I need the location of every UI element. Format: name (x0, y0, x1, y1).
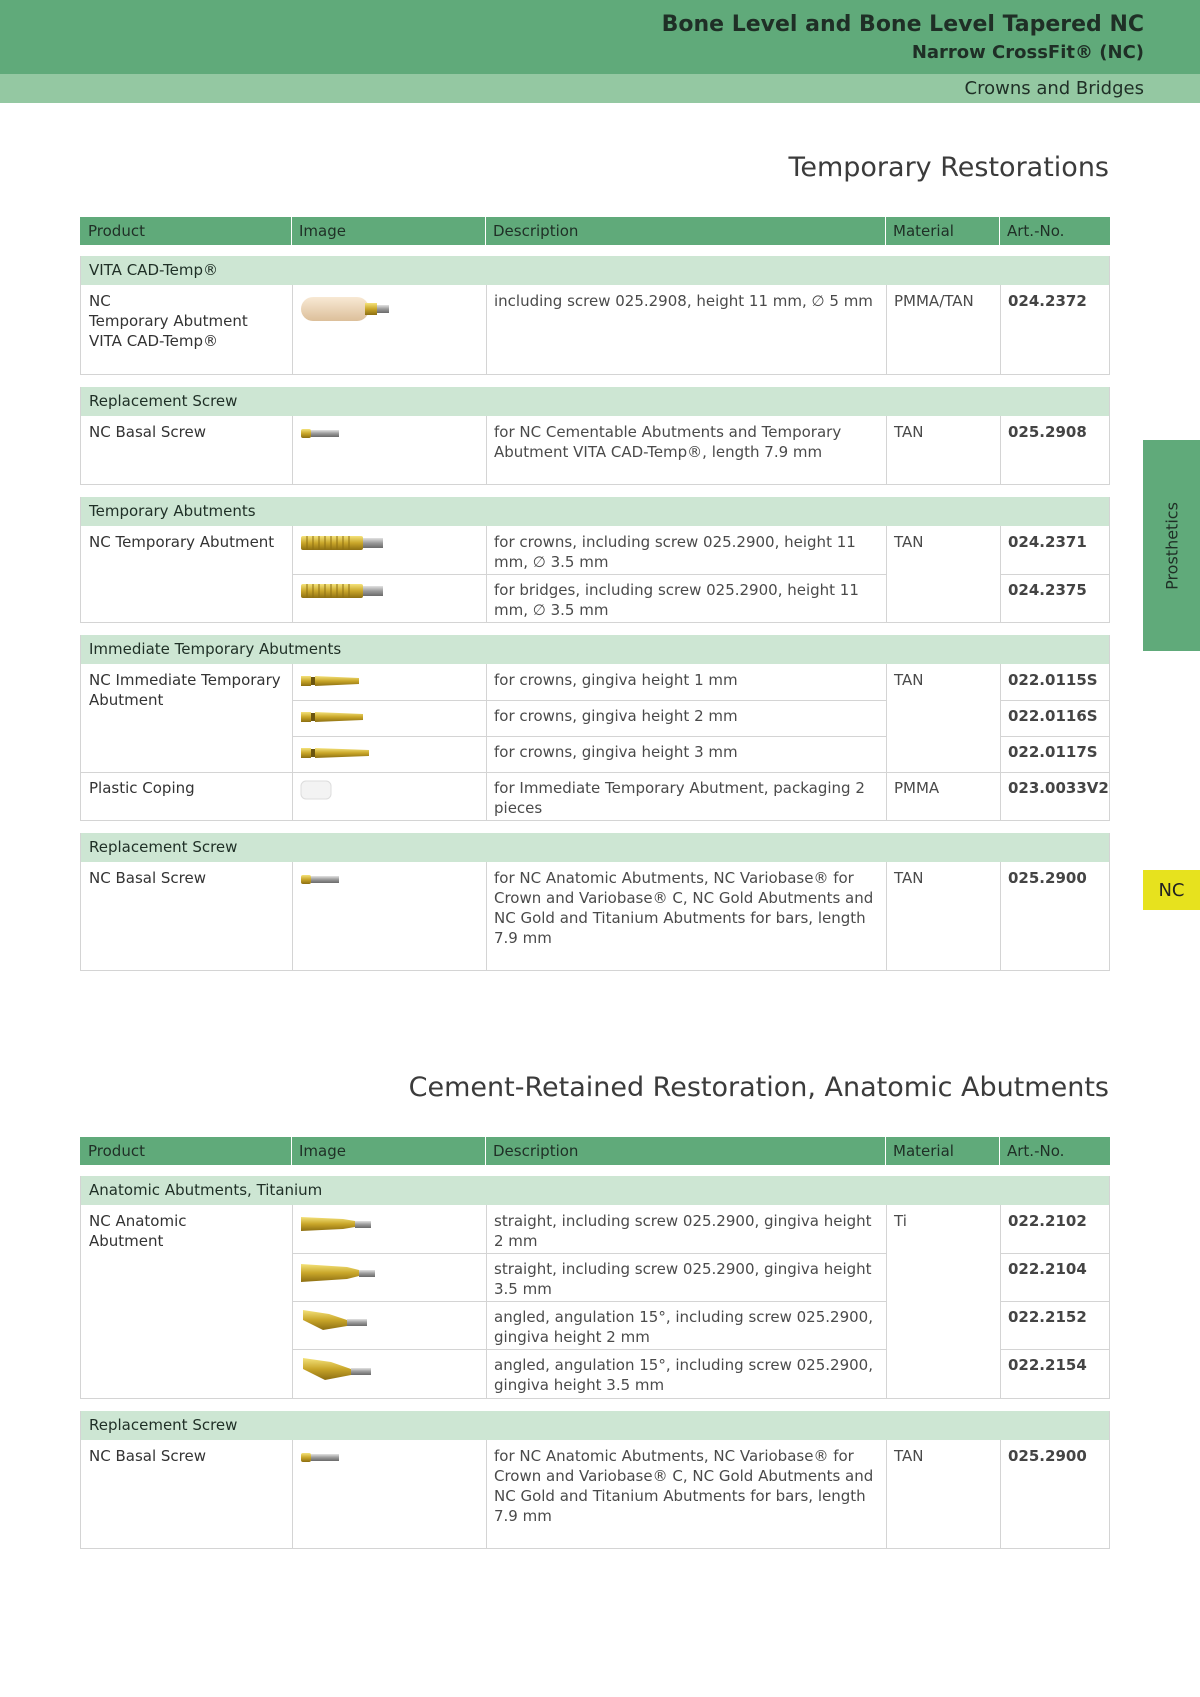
product-material: Ti (894, 1212, 907, 1230)
table-header (80, 1137, 1110, 1165)
tab-nc-label: NC (1158, 879, 1185, 901)
immediate-abutment-image (299, 673, 365, 689)
article-number: 025.2908 (1008, 423, 1087, 441)
article-number: 024.2372 (1008, 292, 1087, 310)
column-header-material: Material (893, 222, 954, 240)
product-description: for crowns, including screw 025.2900, height 11 mm, ∅ 3.5 mm (494, 533, 856, 571)
product-name: NC Basal Screw (89, 869, 206, 887)
column-header-product: Product (88, 1142, 145, 1160)
product-group (80, 1411, 1110, 1549)
product-name: NC Temporary Abutment VITA CAD-Temp® (89, 292, 248, 350)
tab-nc[interactable] (1143, 870, 1200, 910)
temporary-abutment-image (299, 294, 391, 324)
product-group (80, 256, 1110, 375)
table-header (80, 217, 1110, 245)
product-description: for bridges, including screw 025.2900, height 11 mm, ∅ 3.5 mm (494, 581, 859, 619)
plastic-coping-image (299, 779, 335, 801)
immediate-abutment-image (299, 709, 369, 725)
article-number: 023.0033V2 (1008, 779, 1109, 797)
product-material: TAN (894, 671, 924, 689)
section-label: Crowns and Bridges (964, 78, 1144, 99)
page-title: Bone Level and Bone Level Tapered NC (661, 12, 1144, 37)
product-name: Plastic Coping (89, 779, 195, 797)
column-header-material: Material (893, 1142, 954, 1160)
product-description: straight, including screw 025.2900, gingiva height 2 mm (494, 1212, 872, 1250)
product-group (80, 635, 1110, 821)
article-number: 022.2102 (1008, 1212, 1087, 1230)
column-header-description: Description (493, 1142, 579, 1160)
product-description: including screw 025.2908, height 11 mm, ∅ 5 mm (494, 292, 873, 310)
header-band (0, 0, 1200, 74)
product-name: NC Immediate Temporary Abutment (89, 671, 281, 709)
article-number: 022.0116S (1008, 707, 1098, 725)
article-number: 024.2375 (1008, 581, 1087, 599)
article-number: 022.2104 (1008, 1260, 1087, 1278)
group-header: Replacement Screw (81, 833, 1109, 862)
product-material: PMMA (894, 779, 940, 797)
product-description: straight, including screw 025.2900, gingiva height 3.5 mm (494, 1260, 872, 1298)
section-title-cement-retained: Cement-Retained Restoration, Anatomic Abutments (408, 1072, 1109, 1103)
basal-screw-image (299, 872, 343, 886)
tab-prosthetics-label: Prosthetics (1162, 501, 1181, 590)
group-header: Temporary Abutments (81, 497, 1109, 526)
product-description: for NC Anatomic Abutments, NC Variobase® for Crown and Variobase® C, NC Gold Abutments and NC Gold and Titanium Abutments for bars, length 7.9 mm (494, 1447, 874, 1525)
basal-screw-image (299, 1450, 343, 1464)
article-number: 022.0117S (1008, 743, 1098, 761)
section-title-temporary-restorations: Temporary Restorations (788, 152, 1109, 183)
product-description: for NC Cementable Abutments and Temporary Abutment VITA CAD-Temp®, length 7.9 mm (494, 423, 842, 461)
anatomic-angled-abutment-image (299, 1308, 373, 1332)
group-header: Anatomic Abutments, Titanium (81, 1176, 1109, 1205)
column-header-image: Image (299, 1142, 346, 1160)
product-material: TAN (894, 533, 924, 551)
product-description: angled, angulation 15°, including screw 025.2900, gingiva height 3.5 mm (494, 1356, 873, 1394)
article-number: 022.0115S (1008, 671, 1098, 689)
basal-screw-image (299, 426, 343, 440)
product-group (80, 387, 1110, 485)
article-number: 025.2900 (1008, 869, 1087, 887)
product-name: NC Anatomic Abutment (89, 1212, 187, 1250)
section-band (0, 74, 1200, 103)
temporary-abutment-image (299, 533, 385, 553)
column-header-description: Description (493, 222, 579, 240)
product-material: PMMA/TAN (894, 292, 974, 310)
column-header-image: Image (299, 222, 346, 240)
product-group (80, 1176, 1110, 1399)
column-header-art-no: Art.-No. (1007, 222, 1065, 240)
anatomic-abutment-image (299, 1214, 373, 1234)
article-number: 022.2154 (1008, 1356, 1087, 1374)
product-material: TAN (894, 1447, 924, 1465)
anatomic-angled-abutment-image (299, 1356, 377, 1382)
product-name: NC Temporary Abutment (89, 533, 275, 551)
group-header: Replacement Screw (81, 1411, 1109, 1440)
article-number: 024.2371 (1008, 533, 1087, 551)
product-description: angled, angulation 15°, including screw 025.2900, gingiva height 2 mm (494, 1308, 873, 1346)
group-header: VITA CAD-Temp® (81, 256, 1109, 285)
product-description: for crowns, gingiva height 3 mm (494, 743, 738, 761)
anatomic-abutment-image (299, 1262, 377, 1284)
product-material: TAN (894, 869, 924, 887)
product-description: for crowns, gingiva height 1 mm (494, 671, 738, 689)
product-group (80, 497, 1110, 623)
tab-prosthetics[interactable] (1143, 440, 1200, 651)
column-header-art-no: Art.-No. (1007, 1142, 1065, 1160)
product-group (80, 833, 1110, 971)
product-name: NC Basal Screw (89, 1447, 206, 1465)
column-header-product: Product (88, 222, 145, 240)
article-number: 025.2900 (1008, 1447, 1087, 1465)
product-description: for crowns, gingiva height 2 mm (494, 707, 738, 725)
product-description: for Immediate Temporary Abutment, packaging 2 pieces (494, 779, 865, 817)
page-subtitle: Narrow CrossFit® (NC) (911, 42, 1144, 63)
immediate-abutment-image (299, 745, 373, 761)
article-number: 022.2152 (1008, 1308, 1087, 1326)
product-name: NC Basal Screw (89, 423, 206, 441)
product-description: for NC Anatomic Abutments, NC Variobase® for Crown and Variobase® C, NC Gold Abutments and NC Gold and Titanium Abutments for bars, length 7.9 mm (494, 869, 874, 947)
group-header: Immediate Temporary Abutments (81, 635, 1109, 664)
product-material: TAN (894, 423, 924, 441)
group-header: Replacement Screw (81, 387, 1109, 416)
temporary-abutment-image (299, 581, 385, 601)
